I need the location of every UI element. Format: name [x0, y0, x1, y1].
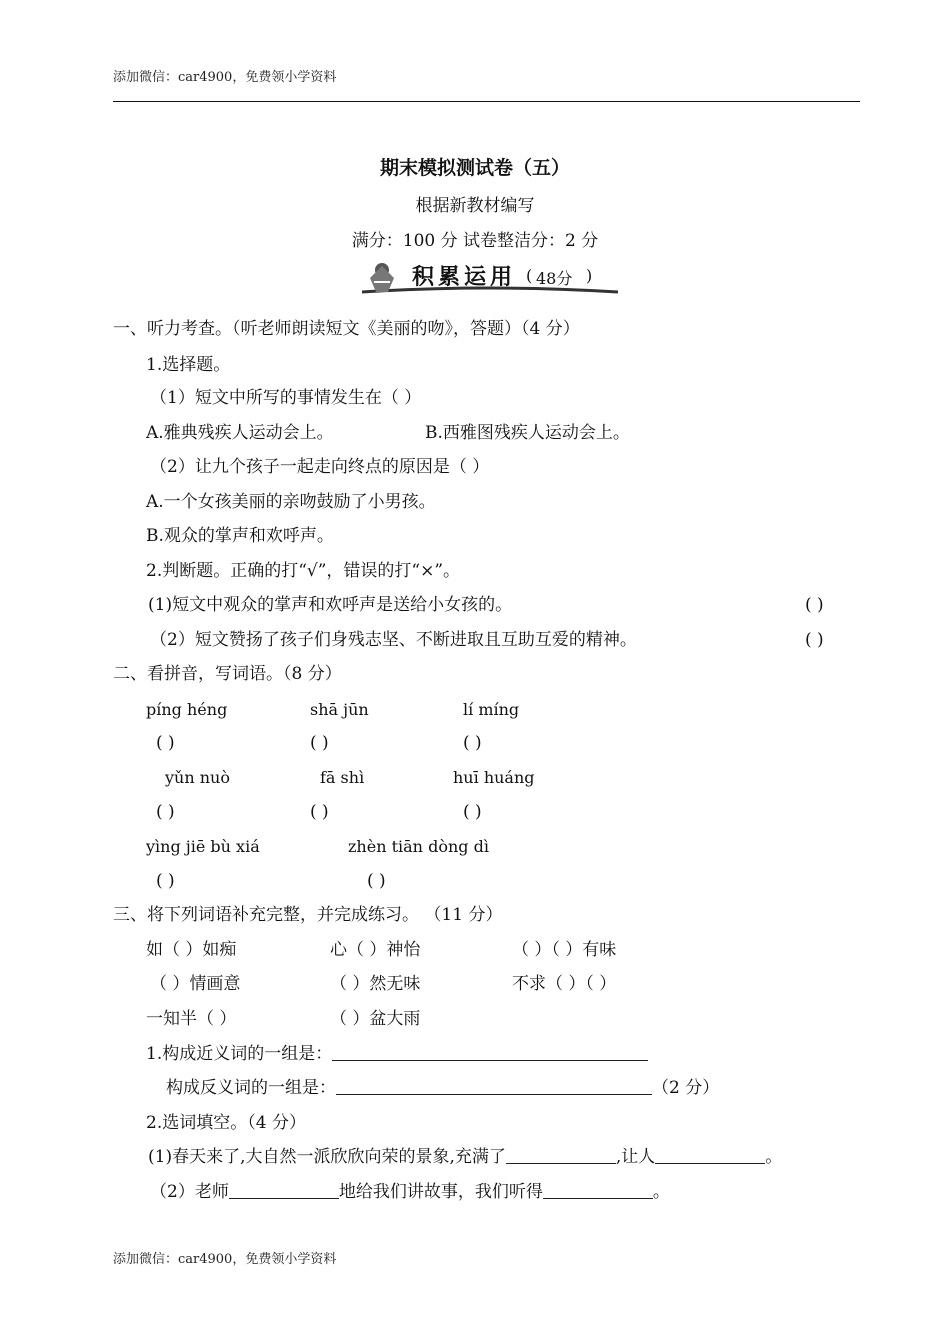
antonym-label: 构成反义词的一组是： [166, 1078, 336, 1098]
exam-subtitle: 根据新教材编写 [415, 196, 535, 216]
q1-part1-question2: （2）让九个孩子一起走向终点的原因是（ ） [150, 457, 490, 477]
antonym-score: （2 分） [652, 1078, 720, 1098]
q3-part2: 2.选词填空。（4 分） [146, 1113, 306, 1133]
q1-part1-q1-option-b: B.西雅图残疾人运动会上。 [425, 423, 630, 443]
fill-line-2-text-c: 。 [652, 1182, 670, 1202]
q1-part1-question1: （1）短文中所写的事情发生在（ ） [150, 388, 422, 408]
answer-box-hui-huang[interactable]: ( ) [463, 802, 482, 822]
idiom-you-wei: （ ）（ ）有味 [512, 940, 617, 960]
idiom-xin-shen-yi: 心（ ）神怡 [330, 940, 421, 960]
antonym-line [166, 1077, 719, 1099]
banner-close-paren: ) [586, 266, 593, 285]
q1-part1-q1-option-a: A.雅典残疾人运动会上。 [146, 423, 334, 443]
fill-line-1-blank-2[interactable] [655, 1147, 765, 1164]
antonym-answer-blank[interactable] [336, 1078, 652, 1095]
answer-box-yun-nuo[interactable]: ( ) [156, 802, 175, 822]
fill-line-2-text-a: （2）老师 [150, 1182, 229, 1202]
pinyin-ying-jie-bu-xia: yìng jiē bù xiá [146, 837, 260, 856]
pinyin-sha-jun: shā jūn [310, 700, 369, 719]
fill-line-2-blank-1[interactable] [229, 1182, 339, 1199]
fill-line-1 [148, 1146, 782, 1168]
fill-line-1-text-b: ,让人 [615, 1147, 656, 1167]
score-line: 满分：100 分 试卷整洁分：2 分 [351, 231, 599, 251]
exam-title: 期末模拟测试卷（五） [379, 157, 570, 179]
q1-part2-q1-answer-box[interactable]: ( ) [805, 595, 824, 615]
fill-line-2 [150, 1181, 670, 1203]
synonym-answer-blank[interactable] [332, 1044, 648, 1061]
answer-box-ying-jie-bu-xia[interactable]: ( ) [156, 871, 175, 891]
banner-score: 48分 [536, 269, 573, 288]
q2-heading: 二、看拼音，写词语。（8 分） [113, 664, 342, 684]
synonym-label: 1.构成近义词的一组是： [146, 1044, 333, 1064]
answer-box-li-ming[interactable]: ( ) [463, 733, 482, 753]
q1-part2-q2-answer-box[interactable]: ( ) [805, 630, 824, 650]
fill-line-2-text-b: 地给我们讲故事，我们听得 [338, 1182, 543, 1202]
q1-part1-q2-option-a: A.一个女孩美丽的亲吻鼓励了小男孩。 [146, 492, 436, 512]
answer-box-ping-heng[interactable]: ( ) [156, 733, 175, 753]
fill-line-1-text-c: 。 [765, 1147, 783, 1167]
q3-heading: 三、将下列词语补充完整，并完成练习。 （11 分） [113, 905, 503, 925]
banner-open-paren: ( [526, 266, 533, 285]
pinyin-zhen-tian-dong-di: zhèn tiān dòng dì [348, 837, 489, 856]
answer-box-fa-shi[interactable]: ( ) [310, 802, 329, 822]
fill-line-1-blank-1[interactable] [506, 1147, 616, 1164]
header-rule [113, 101, 860, 102]
q1-heading: 一、听力考查。（听老师朗读短文《美丽的吻》，答题）（4 分） [113, 319, 580, 339]
pinyin-fa-shi: fā shì [320, 768, 365, 787]
footer-watermark: 添加微信：car4900，免费领小学资料 [113, 1252, 337, 1267]
idiom-qing-hua-yi: （ ）情画意 [150, 974, 241, 994]
banner-label: 积累运用 [412, 265, 517, 290]
pinyin-hui-huang: huī huáng [453, 768, 535, 787]
header-watermark: 添加微信：car4900，免费领小学资料 [113, 70, 337, 85]
idiom-yi-zhi-ban: 一知半（ ） [146, 1009, 237, 1029]
section-banner [360, 258, 620, 298]
q1-part2: 2.判断题。正确的打“√”，错误的打“×”。 [146, 561, 461, 581]
pinyin-li-ming: lí míng [463, 700, 520, 719]
idiom-pen-da-yu: （ ）盆大雨 [330, 1009, 421, 1029]
idiom-bu-qiu: 不求（ ）（ ） [512, 974, 617, 994]
q1-part2-question2: （2）短文赞扬了孩子们身残志坚、不断进取且互助互爱的精神。 [150, 630, 637, 650]
answer-box-sha-jun[interactable]: ( ) [310, 733, 329, 753]
pinyin-yun-nuo: yǔn nuò [165, 768, 230, 787]
fill-line-2-blank-2[interactable] [543, 1182, 653, 1199]
q1-part1: 1.选择题。 [146, 355, 231, 375]
q1-part2-question1: (1)短文中观众的掌声和欢呼声是送给小女孩的。 [148, 595, 513, 615]
fill-line-1-text-a: (1)春天来了,大自然一派欣欣向荣的景象,充满了 [148, 1147, 506, 1167]
synonym-line [146, 1043, 648, 1065]
idiom-ru-ru-chi: 如（ ）如痴 [146, 940, 237, 960]
idiom-ran-wu-wei: （ ）然无味 [330, 974, 421, 994]
pinyin-ping-heng: píng héng [146, 700, 228, 719]
answer-box-zhen-tian-dong-di[interactable]: ( ) [367, 871, 386, 891]
q1-part1-q2-option-b: B.观众的掌声和欢呼声。 [146, 526, 334, 546]
